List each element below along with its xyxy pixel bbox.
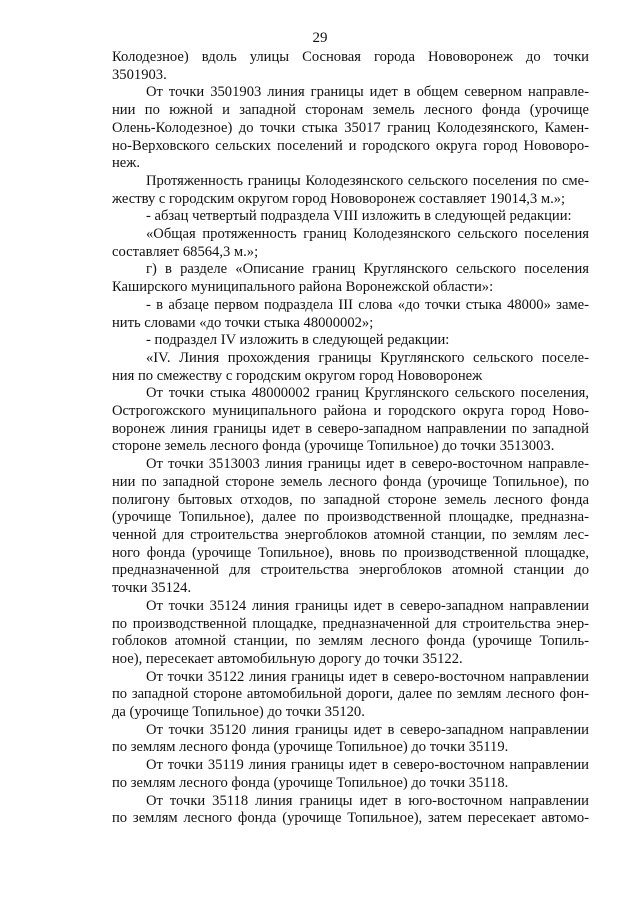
text-line: по производственной площадке, предназначенной для строительства энер- [112, 615, 589, 632]
text-line: ное), пересекает автомобильную дорогу до точки 35122. [112, 650, 463, 667]
paragraph [112, 793, 589, 828]
text-line: гоблоков атомной станции, по землям лесного фонда (урочище Топиль- [112, 633, 589, 650]
paragraph [112, 49, 589, 84]
text-line: От точки 35122 линия границы идет в северо-восточном направлении [146, 668, 589, 685]
paragraph [112, 261, 589, 296]
text-line: От точки 3501903 линия границы идет в общем северном направле- [146, 84, 589, 101]
text-line: предназначенной для строительства энергоблоков атомной станции до [112, 562, 589, 579]
document-body [112, 49, 589, 828]
text-line: Протяженность границы Колодезянского сельского поселения по сме- [146, 172, 589, 189]
text-line: ного фонда (урочище Топильное), вновь по производственной площадке, [112, 544, 589, 561]
text-line: по землям лесного фонда (урочище Топильное) до точки 35118. [112, 774, 509, 791]
paragraph [112, 297, 589, 332]
text-line: г) в разделе «Описание границ Круглянского сельского поселения [146, 261, 589, 278]
text-line: составляет 68564,3 м.»; [112, 243, 259, 260]
text-line: нить словами «до точки стыка 48000002»; [112, 314, 374, 331]
text-line: да (урочище Топильное) до точки 35120. [112, 704, 365, 721]
text-line: воронеж линия границы идет в северо-западном направлении по западной [112, 420, 589, 437]
text-line: Каширского муниципального района Воронежской области»: [112, 279, 494, 296]
text-line: - абзац четвертый подраздела VIII изложить в следующей редакции: [146, 208, 572, 225]
text-line: жеству с городским округом город Нововоронеж составляет 19014,3 м.»; [112, 190, 566, 207]
text-line: 3501903. [112, 66, 167, 83]
text-line: От точки 35124 линия границы идет в северо-западном направлении [146, 597, 589, 614]
paragraph [112, 173, 589, 208]
paragraph [112, 385, 589, 456]
text-line: Колодезное) вдоль улицы Сосновая города Нововоронеж до точки [112, 49, 589, 65]
text-line: неж. [112, 155, 141, 172]
paragraph [112, 456, 589, 598]
text-line: - подраздел IV изложить в следующей редакции: [146, 332, 450, 349]
text-line: по землям лесного фонда (урочище Топильное), затем пересекает автомо- [112, 810, 589, 827]
text-line: точки 35124. [112, 580, 192, 597]
text-line: «Общая протяженность границ Колодезянского сельского поселения [146, 226, 589, 243]
paragraph [112, 757, 589, 792]
paragraph [112, 669, 589, 722]
text-line: - в абзаце первом подраздела III слова «до точки стыка 48000» заме- [146, 296, 589, 313]
text-line: От точки 35119 линия границы идет в северо-восточном направлении [146, 757, 589, 774]
paragraph [112, 332, 589, 350]
text-line: стороне земель лесного фонда (урочище Топильное) до точки 3513003. [112, 438, 555, 455]
text-line: «IV. Линия прохождения границы Круглянского сельского поселе- [146, 349, 589, 366]
paragraph [112, 208, 589, 226]
text-line: Острогожского муниципального района и городского округа город Ново- [112, 403, 589, 420]
text-line: по западной стороне автомобильной дороги, далее по землям лесного фон- [112, 686, 589, 703]
text-line: нии по западной стороне земель лесного фонда (урочище Топильное), по [112, 473, 589, 490]
text-line: но-Верховского сельских поселений и городского округа город Нововоро- [112, 137, 589, 154]
text-line: ния по смежеству с городским округом город Нововоронеж [112, 367, 483, 384]
text-line: полигону бытовых отходов, по западной стороне земель лесного фонда [112, 491, 589, 508]
text-line: От точки 35118 линия границы идет в юго-восточном направлении [146, 792, 589, 809]
text-line: От точки 3513003 линия границы идет в северо-восточном направле- [146, 456, 589, 473]
paragraph [112, 226, 589, 261]
text-line: нии по южной и западной сторонам земель лесного фонда (урочище [112, 102, 589, 119]
text-line: От точки 35120 линия границы идет в северо-западном направлении [146, 721, 589, 738]
paragraph [112, 598, 589, 669]
page-number: 29 [312, 30, 328, 46]
paragraph [112, 722, 589, 757]
text-line: От точки стыка 48000002 границ Круглянского сельского поселения, [146, 385, 589, 402]
paragraph [112, 350, 589, 385]
text-line: Олень-Колодезное) до точки стыка 35017 границ Колодезянского, Камен- [112, 119, 589, 136]
text-line: по землям лесного фонда (урочище Топильное) до точки 35119. [112, 739, 509, 756]
text-line: ченной для строительства энергоблоков атомной станции, по землям лес- [112, 526, 589, 543]
paragraph [112, 84, 589, 173]
text-line: (урочище Топильное), далее по производственной площадке, предназна- [112, 509, 589, 526]
